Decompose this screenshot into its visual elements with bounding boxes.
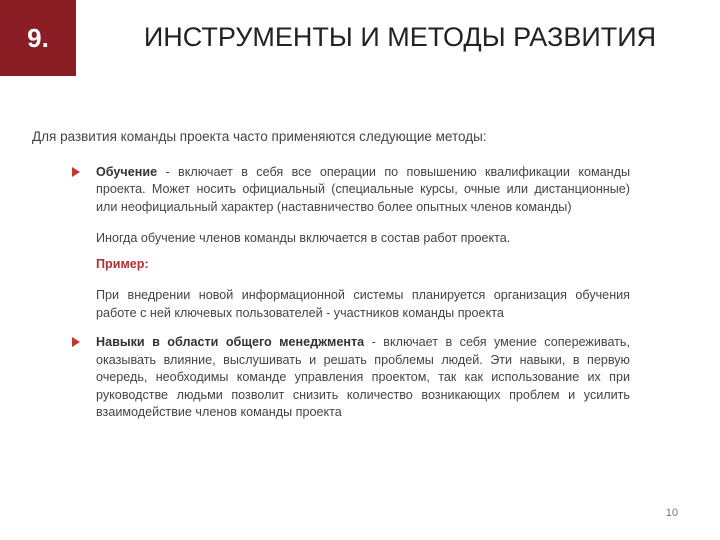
example-text: При внедрении новой информационной системы планируется организация обучения работе с ней ключевых пользователей - участников команды проекта <box>96 288 630 320</box>
page-number: 10 <box>665 507 678 519</box>
slide-title: ИНСТРУМЕНТЫ И МЕТОДЫ РАЗВИТИЯ <box>143 22 657 52</box>
bullet-term: Обучение <box>96 164 158 179</box>
bullet-text: - включает в себя умение сопереживать, оказывать влияние, выслушивать и решать проблемы людей. Эти навыки, в первую очередь, необходимы команде управления проектом, так как использование их при руководстве людьми позволит снизить количество возникающих проблем и усилить взаимодействие членов команды проекта <box>96 335 630 419</box>
bullet-management <box>32 334 630 422</box>
intro-text: Для развития команды проекта часто применяются следующие методы: <box>32 129 487 144</box>
slide-content <box>32 128 630 422</box>
arrow-bullet-icon <box>72 337 80 347</box>
example-label: Пример: <box>96 256 149 271</box>
arrow-bullet-icon <box>72 167 80 177</box>
bullet-training <box>32 164 630 217</box>
bullet-term: Навыки в области общего менеджмента <box>96 335 365 349</box>
bullet-text: - включает в себя все операции по повышению квалификации команды проекта. Может носить официальный (специальные курсы, очные или дистанционные) или неофициальный характер (наставничество более опытных членов команды) <box>96 164 630 214</box>
slide-number-badge <box>0 0 76 76</box>
note-text: Иногда обучение членов команды включается в состав работ проекта. <box>96 231 511 245</box>
slide-number: 9. <box>27 22 49 53</box>
